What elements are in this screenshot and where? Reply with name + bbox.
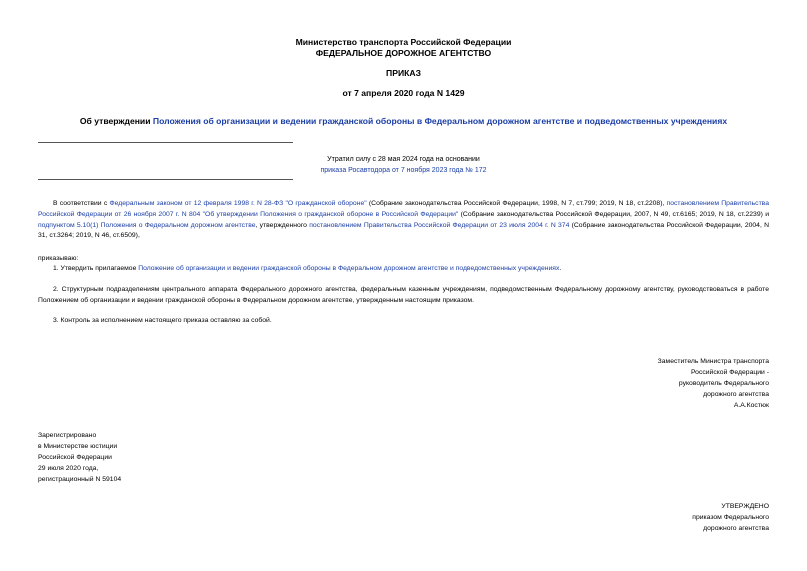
approved-heading: УТВЕРЖДЕНО [721,503,769,510]
government-decree-804-link[interactable]: постановлением Правительства Российской Федерации от 26 ноября 2007 г. N 804 "Об утверждении Положения о гражданской обороне в Российской Федерации" [38,200,769,218]
title-prefix: Об утверждении [79,116,153,126]
registration-number: регистрационный N 59104 [38,476,122,483]
signature-line: руководитель Федерального [678,380,769,387]
preamble-text-4: , утвержденного [255,221,310,229]
signature-line: Российской Федерации - [690,369,769,376]
signatory-name: А.А.Костюк [733,402,769,409]
order-word: приказываю: [38,255,79,262]
agency-name: ФЕДЕРАЛЬНОЕ ДОРОЖНОЕ АГЕНТСТВО [315,48,492,58]
item-1 [38,264,769,275]
item-2: 2. Структурным подразделениям центрального аппарата Федерального дорожного агентства, федеральным казенным учреждениям, подведомственным Федеральному дорожному агентству, руководствоваться в работе Положением об организации и ведении гражданской обороны в Федеральном дорожном агентстве, утвержденным настоящим приказом. [38,286,769,304]
registration-line: Российской Федерации [38,454,112,461]
registration-line: Зарегистрировано [38,432,97,439]
item-1-end: . [559,265,562,272]
document-type: ПРИКАЗ [386,68,421,78]
preamble-text-5: (Собрание законодательства Российской Федерации, 2004, N 31, ст.3264; 2019, N 46, ст.6509), [38,221,769,240]
approved-line: приказом Федерального [692,514,769,521]
document-title [0,116,807,126]
divider-top [38,142,293,143]
divider-bottom [38,179,293,180]
signature-block [658,356,769,411]
preamble-text-1: В соответствии с [53,200,110,207]
federal-law-link[interactable]: Федеральным законом от 12 февраля 1998 г. N 28-ФЗ "О гражданской обороне" [109,200,367,207]
item-1-link[interactable]: Положение об организации и ведении гражданской обороны в Федеральном дорожном агентстве и подведомственных учреждениях [138,265,560,272]
title-link[interactable]: Положения об организации и ведении гражданской обороны в Федеральном дорожном агентстве и подведомственных учреждениях [152,116,728,126]
preamble-paragraph [38,199,769,242]
government-decree-374-link[interactable]: постановлением Правительства Российской Федерации от 23 июля 2004 г. N 374 [309,221,570,229]
registration-line: в Министерстве юстиции [38,443,118,450]
preamble-text-2: (Собрание законодательства Российской Федерации, 1998, N 7, ст.799; 2019, N 18, ст.2208), [366,200,667,207]
status-text: Утратил силу с 28 мая 2024 года на основании [327,156,480,163]
registration-block [38,430,121,485]
item-3: 3. Контроль за исполнением настоящего приказа оставляю за собой. [53,317,272,324]
approved-block [692,501,769,534]
ministry-name: Министерство транспорта Российской Федерации [295,37,512,47]
item-1-text: 1. Утвердить прилагаемое [53,265,139,272]
preamble-text-3: (Собрание законодательства Российской Федерации, 2007, N 49, ст.6165; 2019, N 18, ст.2239) и [458,210,769,218]
document-header [0,37,807,59]
subparagraph-link[interactable]: подпунктом 5.10(1) Положения о Федеральном дорожном агентстве [38,221,256,229]
status-note [0,154,807,176]
signature-line: дорожного агентства [703,391,769,398]
status-link[interactable]: приказа Росавтодора от 7 ноября 2023 года № 172 [320,167,487,174]
signature-line: Заместитель Министра транспорта [657,358,769,365]
registration-date: 29 июля 2020 года, [38,465,99,472]
document-date: от 7 апреля 2020 года N 1429 [342,88,465,98]
approved-line: дорожного агентства [703,525,769,532]
